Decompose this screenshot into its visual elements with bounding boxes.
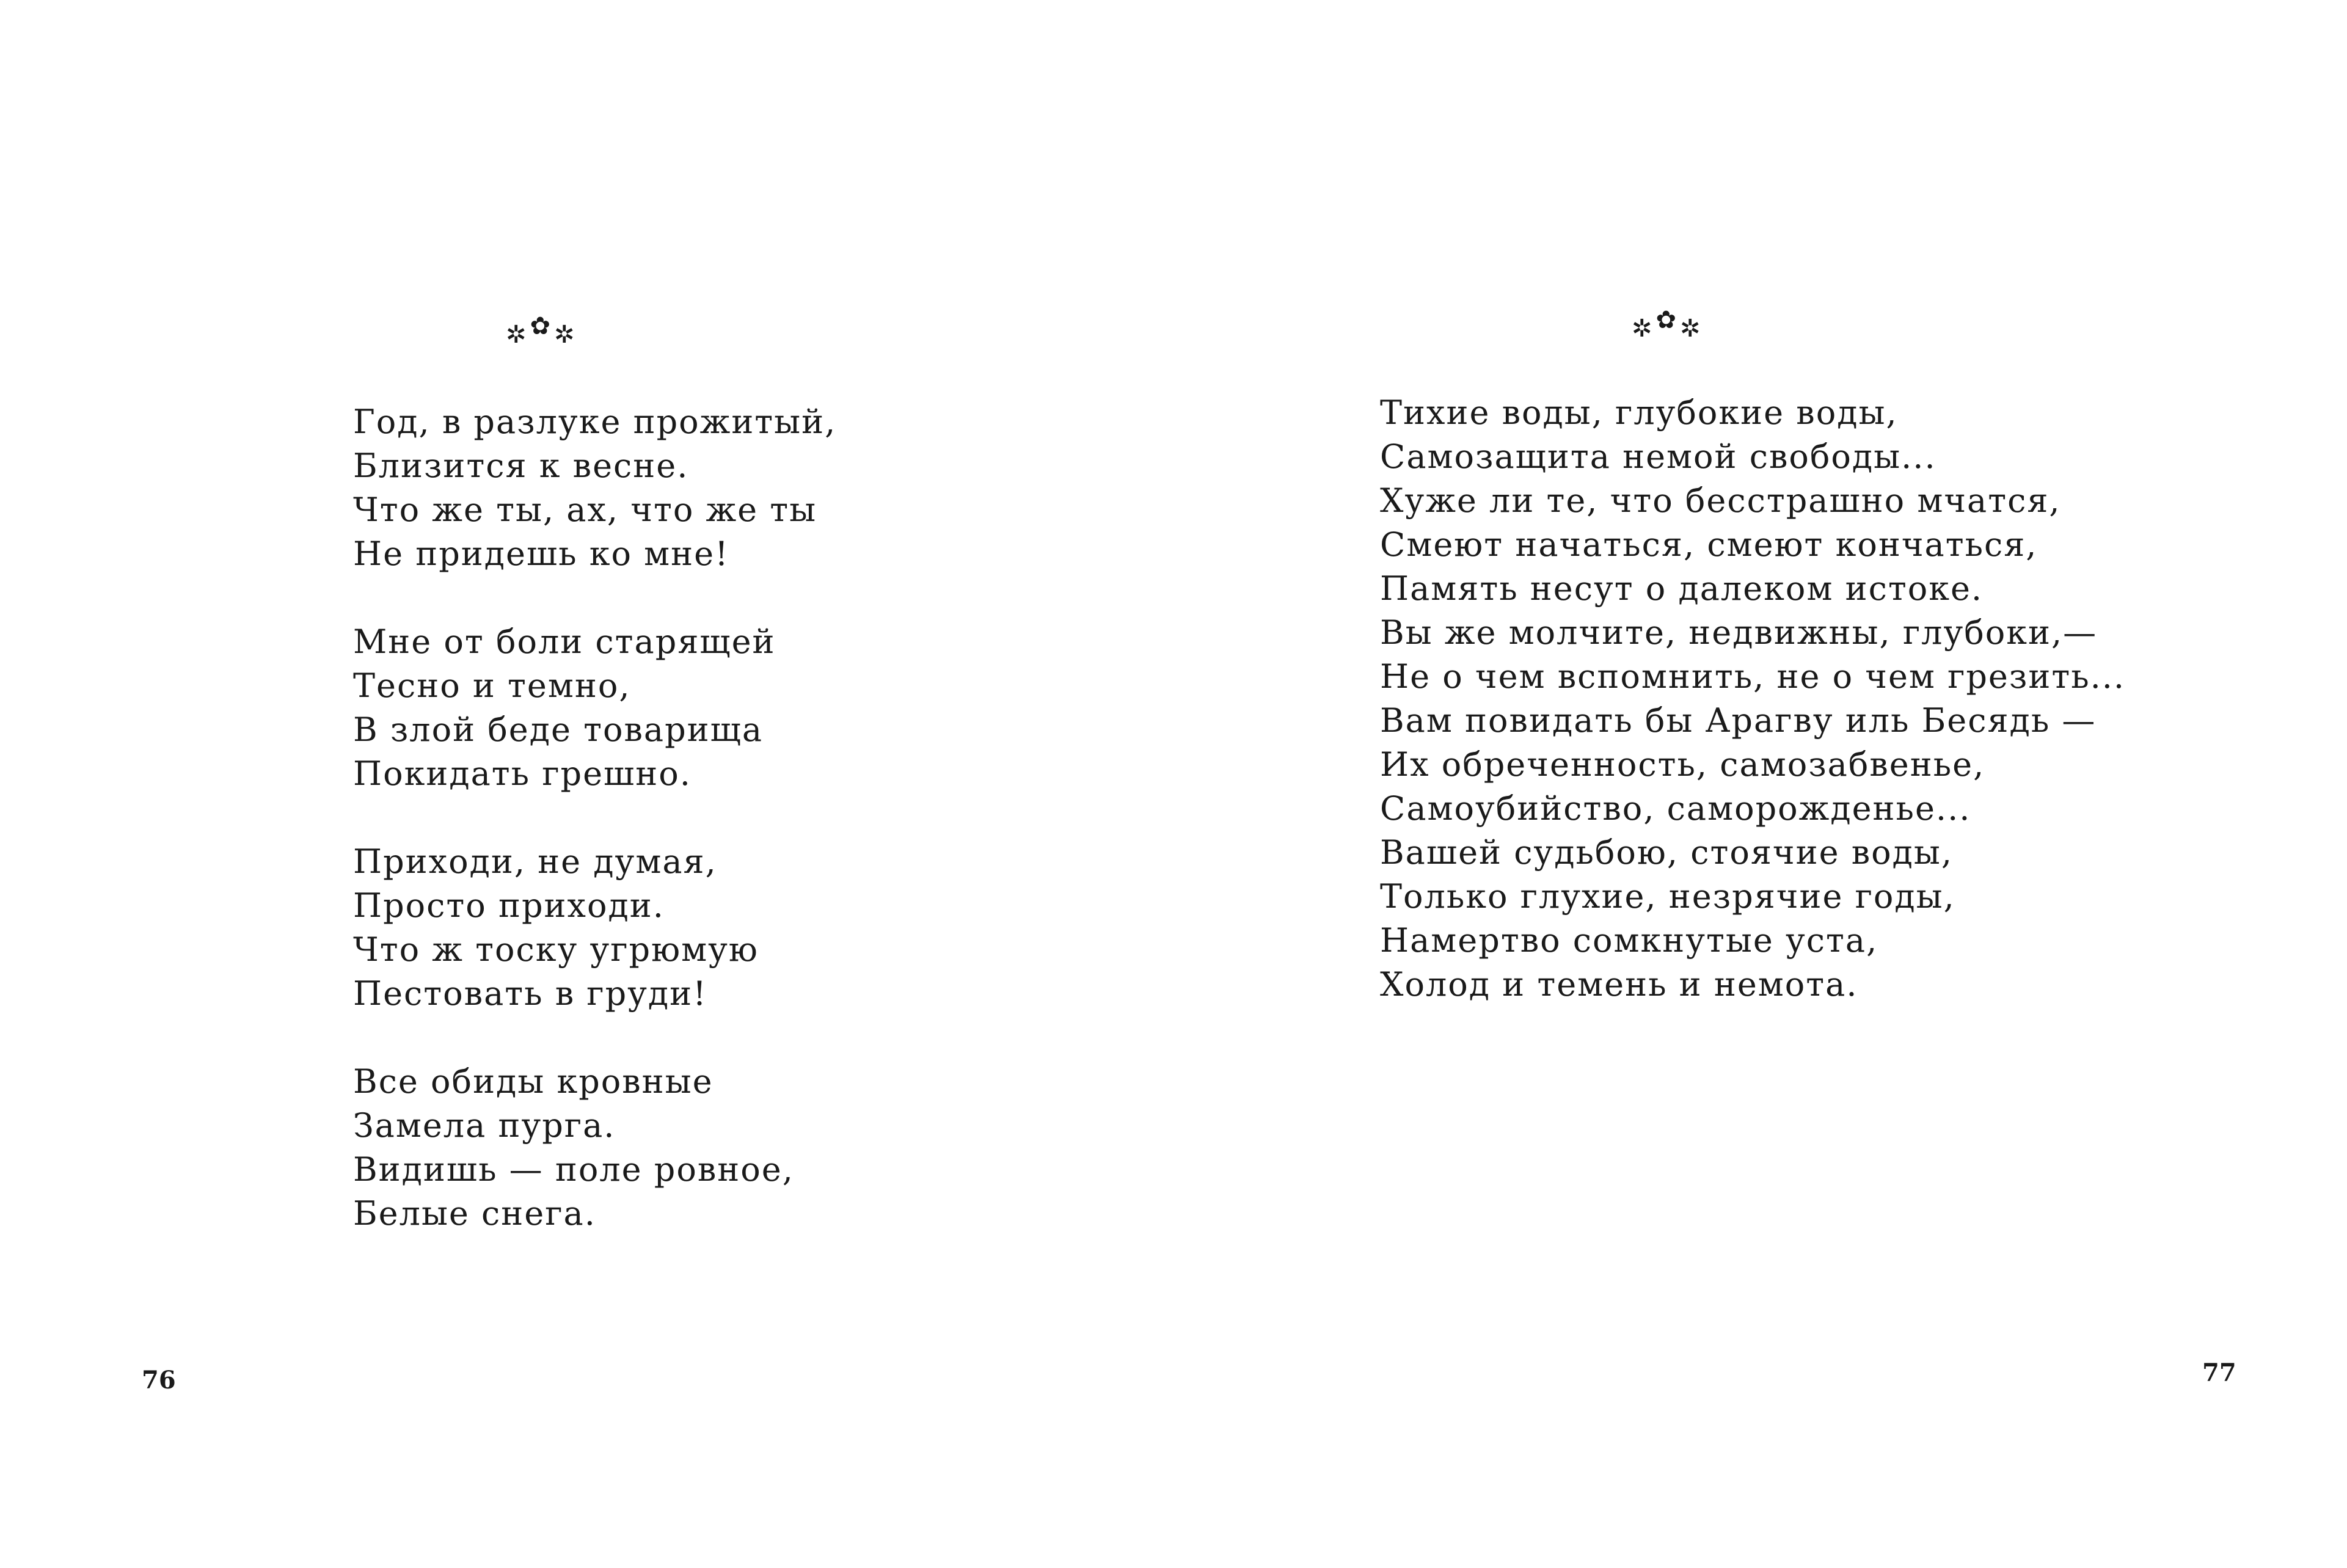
page-number: 76 <box>142 1366 176 1395</box>
poem-line: Вашей судьбою, стоячие воды, <box>1380 833 1954 872</box>
page-number: 77 <box>2202 1358 2236 1387</box>
poem-line: Смеют начаться, смеют кончаться, <box>1380 525 2038 564</box>
poem-line: Мне от боли старящей <box>353 622 776 661</box>
star-icon: ✲ <box>1680 315 1704 343</box>
asterism-ornament <box>506 312 579 349</box>
poem-line: Хуже ли те, что бесстрашно мчатся, <box>1380 481 2061 520</box>
poem-line: Не придешь ко мне! <box>353 534 729 573</box>
poem-line: Близится к весне. <box>353 447 689 485</box>
poem-left <box>353 400 836 1280</box>
poem-line: Что же ты, ах, что же ты <box>353 490 817 529</box>
poem-line: Намертво сомкнутые уста, <box>1380 921 1878 960</box>
poem-line: Белые снега. <box>353 1194 596 1233</box>
poem-line: Память несут о далеком истоке. <box>1380 569 1984 608</box>
poem-line: Что ж тоску угрюмую <box>353 930 759 969</box>
poem-line: Вы же молчите, недвижны, глубоки,— <box>1380 613 2098 652</box>
stanza <box>353 620 836 796</box>
star-icon: ✿ <box>1655 306 1681 334</box>
poem-line: Холод и темень и немота. <box>1380 965 1858 1004</box>
asterism-ornament <box>1632 306 1704 343</box>
poem-line: Покидать грешно. <box>353 754 692 793</box>
poem-line: Самозащита немой свободы... <box>1380 437 1936 476</box>
poem-line: Не о чем вспомнить, не о чем грезить... <box>1380 657 2126 696</box>
star-icon: ✿ <box>530 312 555 340</box>
stanza <box>353 400 836 576</box>
poem-line: Замела пурга. <box>353 1106 616 1145</box>
poem-line: Пестовать в груди! <box>353 974 707 1013</box>
star-icon: ✲ <box>506 321 530 349</box>
poem-line: Тихие воды, глубокие воды, <box>1380 393 1898 432</box>
poem-line: Тесно и темно, <box>353 666 631 705</box>
poem-line: Просто приходи. <box>353 886 665 925</box>
star-icon: ✲ <box>554 321 579 349</box>
poem-line: Год, в разлуке прожитый, <box>353 403 837 441</box>
poem-line: Приходи, не думая, <box>353 842 717 881</box>
poem-line: Их обреченность, самозабвенье, <box>1380 745 1985 784</box>
stanza <box>353 840 836 1016</box>
poem-line: Самоубийство, саморожденье... <box>1380 789 1971 828</box>
poem-line: Видишь — поле ровное, <box>353 1150 794 1189</box>
poem-line: В злой беде товарища <box>353 710 764 749</box>
poem-line: Вам повидать бы Арагву иль Бесядь — <box>1380 701 2097 740</box>
poem-line: Все обиды кровные <box>353 1062 714 1101</box>
poem-line: Только глухие, незрячие годы, <box>1380 877 1955 916</box>
poem-right <box>1380 391 2125 1051</box>
right-page <box>1174 0 2347 1568</box>
stanza <box>353 1060 836 1236</box>
stanza <box>1380 391 2125 1007</box>
star-icon: ✲ <box>1632 315 1656 343</box>
